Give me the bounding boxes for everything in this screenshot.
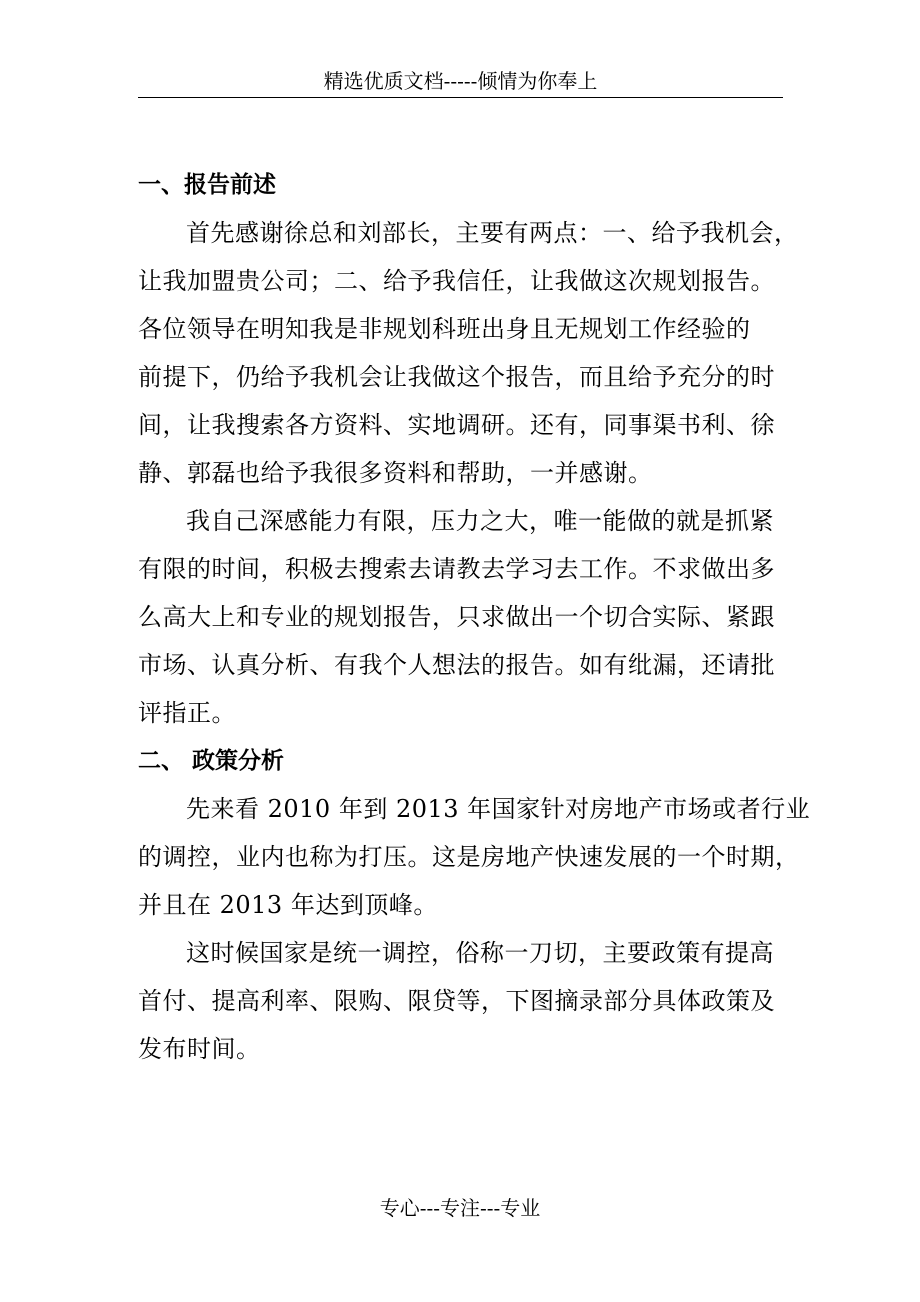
- paragraph-acknowledgements: [138, 209, 799, 497]
- paragraph-line: 前提下，仍给予我机会让我做这个报告，而且给予充分的时: [138, 363, 775, 391]
- document-body: [138, 161, 811, 1073]
- paragraph-line: 的调控，业内也称为打压。这是房地产快速发展的一个时期，: [138, 843, 800, 871]
- paragraph-line: 市场、认真分析、有我个人想法的报告。如有纰漏，还请批: [138, 651, 775, 679]
- paragraph-line: 各位领导在明知我是非规划科班出身且无规划工作经验的: [138, 315, 751, 343]
- paragraph-line: 首付、提高利率、限购、限贷等，下图摘录部分具体政策及: [138, 987, 775, 1015]
- page-footer: 专心---专注---专业: [379, 1196, 541, 1220]
- paragraph-line: 这时候国家是统一调控，俗称一刀切，主要政策有提高: [186, 939, 774, 967]
- page-header: 精选优质文档-----倾情为你奉上: [323, 69, 598, 93]
- paragraph-policy-measures: [138, 929, 794, 1073]
- paragraph-line: 评指正。: [138, 699, 236, 727]
- section-heading-policy-analysis: 二、 政策分析: [138, 748, 285, 774]
- paragraph-line: 先来看 2010 年到 2013 年国家针对房地产市场或者行业: [186, 795, 811, 823]
- paragraph-line: 首先感谢徐总和刘部长，主要有两点：一、给予我机会，: [186, 219, 799, 247]
- header-divider: [138, 97, 783, 98]
- section-heading-report-preface: 一、报告前述: [138, 172, 276, 198]
- paragraph-line: 让我加盟贵公司；二、给予我信任，让我做这次规划报告。: [138, 267, 775, 295]
- paragraph-line: 么高大上和专业的规划报告，只求做出一个切合实际、紧跟: [138, 603, 775, 631]
- paragraph-line: 有限的时间，积极去搜索去请教去学习去工作。不求做出多: [138, 555, 775, 583]
- paragraph-line: 我自己深感能力有限，压力之大，唯一能做的就是抓紧: [186, 507, 774, 535]
- paragraph-line: 发布时间。: [138, 1035, 261, 1063]
- paragraph-line: 间，让我搜索各方资料、实地调研。还有，同事渠书利、徐: [138, 411, 775, 439]
- paragraph-line: 并且在 2013 年达到顶峰。: [138, 891, 438, 919]
- paragraph-self-assessment: [138, 497, 794, 737]
- paragraph-line: 静、郭磊也给予我很多资料和帮助，一并感谢。: [138, 459, 653, 487]
- paragraph-regulation-period: [138, 785, 811, 929]
